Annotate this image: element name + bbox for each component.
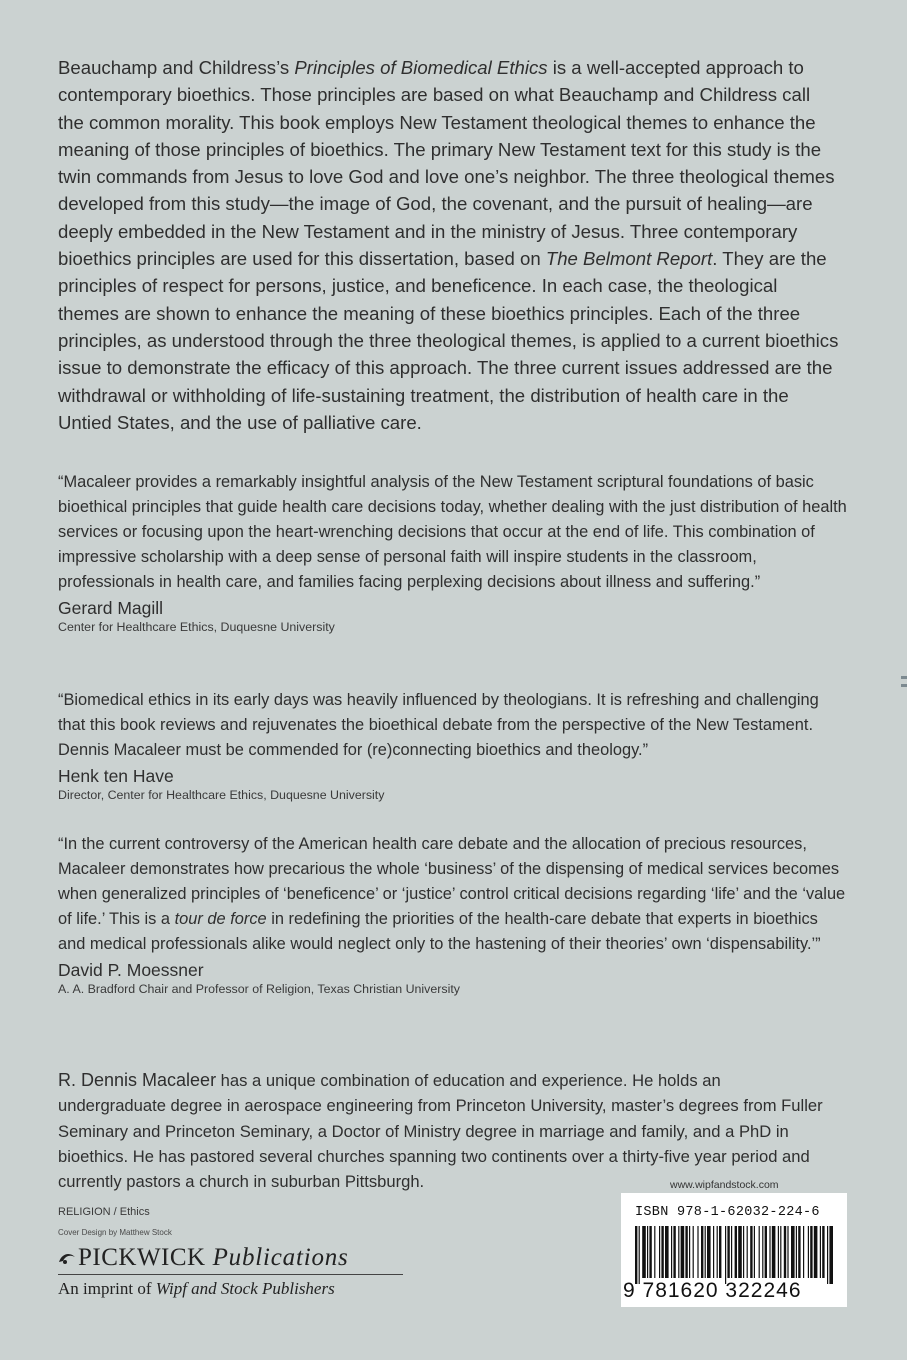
barcode-bar [701,1226,703,1278]
isbn-barcode [621,1193,847,1307]
barcode-bar [671,1226,672,1278]
barcode-bar [747,1226,748,1278]
barcode-bars [631,1226,837,1284]
barcode-bar [814,1226,818,1278]
barcode-bar [827,1226,828,1284]
pickwick-swash-icon [58,1250,76,1266]
barcode-bar [820,1226,821,1278]
barcode-bar [743,1226,744,1278]
barcode-bar [654,1226,655,1278]
barcode-bar [727,1226,729,1278]
barcode-bar [719,1226,721,1278]
barcode-bar [642,1226,646,1278]
barcode-bar [639,1226,640,1284]
endorser-affiliation: A. A. Bradford Chair and Professor of Religion, Texas Christian University [58,982,460,996]
barcode-bar [750,1226,752,1278]
summary-text: is a well-accepted approach to contemporary bioethics. Those principles are based on what Beauchamp and Childress call the common morality. This book employs New Testament theological themes to enhance the meaning of those principles of bioethics. The primary New Testament text for this study is the twin commands from Jesus to love God and love one’s neighbor. The three theological themes developed from this study—the image of God, the covenant, and the pursuit of healing—are deeply embedded in the New Testament and in the ministry of Jesus. Three contemporary bioethics principles are used for this dissertation, based on [58,57,835,270]
barcode-bar [681,1226,685,1278]
barcode-bar [810,1226,812,1278]
barcode-bar [772,1226,776,1278]
barcode-bar [661,1226,663,1278]
barcode-bar [735,1226,737,1278]
barcode-bar [649,1226,651,1278]
barcode-bar [759,1226,760,1278]
edge-mark [901,676,907,679]
category-label: RELIGION / Ethics [58,1206,150,1218]
barcode-bar [713,1226,714,1278]
barcode-bar [808,1226,809,1278]
cover-design-credit: Cover Design by Matthew Stock [58,1228,172,1237]
barcode-bar [784,1226,786,1278]
endorsement-3 [58,832,848,997]
endorser-name: David P. Moessner [58,960,204,980]
barcode-bar [762,1226,763,1278]
quote-text: in redefining the priorities of the health-care debate that experts in bioethics and medical professionals alike would neglect only to the hastening of their theories’ own ‘dispensability.’” [58,910,821,953]
barcode-bar [791,1226,795,1278]
summary-text: . They are the principles of respect for persons, justice, and beneficence. In each case, the theological themes are shown to enhance the meaning of these bioethics principles. Each of the three principles, as understood through the three theological themes, is applied to a current bioethics issue to demonstrate the efficacy of this approach. The three current issues addressed are the withdrawal or withholding of life-sustaining treatment, the distribution of health care in the Untied States, and the use of palliative care. [58,248,839,433]
barcode-bar [717,1226,718,1278]
book-summary [58,54,840,436]
endorsement-quote [58,832,848,957]
endorsement-2 [58,688,848,803]
endorsement-quote: “Biomedical ethics in its early days was heavily influenced by theologians. It is refreshing and challenging that this book reviews and rejuvenates the bioethical debate from the perspective of the New Testament. Dennis Macaleer must be commended for (re)connecting bioethics and theology.” [58,691,819,759]
publisher-website: www.wipfandstock.com [670,1179,779,1191]
endorsement-quote: “Macaleer provides a remarkably insightful analysis of the New Testament scriptural foundations of basic bioethical principles that guide health care decisions today, whether dealing with the just distribution of health services or focusing upon the heart-wrenching decisions that occur at the end of life. This combination of impressive scholarship with a deep sense of personal faith will inspire students in the classroom, professionals in health care, and families facing perplexing decisions about illness and suffering.” [58,473,847,591]
barcode-bar [796,1226,797,1278]
barcode-bar [780,1226,781,1278]
barcode-bar [647,1226,648,1278]
summary-text: Beauchamp and Childress’s [58,57,295,78]
barcode-bar [705,1226,706,1278]
isbn-label: ISBN 978-1-62032-224-6 [635,1205,820,1220]
publisher-imprint [58,1279,403,1299]
publisher-name-line [58,1244,403,1275]
edge-mark [901,684,907,687]
barcode-bar [787,1226,788,1278]
endorsement-1 [58,470,848,635]
barcode-bar [707,1226,711,1278]
report-title: The Belmont Report [545,248,713,270]
barcode-bar [659,1226,660,1278]
barcode-bar [635,1226,637,1284]
barcode-bar [689,1226,690,1278]
quote-italic: tour de force [174,910,267,928]
barcode-bar [731,1226,732,1278]
book-title: Principles of Biomedical Ethics [294,57,548,78]
endorser-affiliation: Director, Center for Healthcare Ethics, Duquesne University [58,788,385,802]
author-bio [58,1068,828,1194]
barcode-bar [678,1226,679,1278]
quote-text: “In the current controversy of the American health care debate and the allocation of precious resources, Macaleer demonstrates how precarious the whole ‘business’ of the dispensing of medical services becomes when generalized principles of ‘beneficence’ or ‘justice’ control critical decisions regarding ‘life’ and the ‘value of life.’ This is a [58,835,846,928]
barcode-bar [685,1226,687,1278]
publisher-name-italic: Publications [212,1244,349,1271]
imprint-prefix: An imprint of [58,1279,156,1298]
imprint-name: Wipf and Stock Publishers [155,1279,335,1298]
author-bio-text: has a unique combination of education and experience. He holds an undergraduate degree in aerospace engineering from Princeton University, master’s degrees from Fuller Seminary and Princeton Seminary, a Doctor of Ministry degree in marriage and family, and a PhD in bioethics. He has pastored several churches spanning two continents over a thirty-five year period and currently pastors a church in suburban Pittsburgh. [58,1071,823,1192]
barcode-bar [822,1226,824,1278]
barcode-bar [665,1226,669,1278]
barcode-bar [798,1226,800,1278]
publisher-name: PICKWICK [78,1244,206,1271]
endorser-name: Henk ten Have [58,766,174,786]
barcode-bar [778,1226,779,1278]
barcode-bar [697,1226,698,1278]
barcode-bar [765,1226,767,1278]
barcode-bar [738,1226,742,1278]
endorser-name: Gerard Magill [58,598,164,618]
endorser-affiliation: Center for Healthcare Ethics, Duquesne University [58,620,335,634]
barcode-bar [803,1226,804,1278]
isbn-digits: 9 781620 322246 [623,1279,802,1302]
barcode-bar [693,1226,694,1278]
author-name: R. Dennis Macaleer [58,1070,217,1090]
barcode-bar [754,1226,755,1278]
barcode-bar [725,1226,726,1284]
barcode-bar [829,1226,833,1284]
barcode-bar [769,1226,770,1278]
barcode-bar [673,1226,675,1278]
publisher-logo [58,1244,403,1299]
